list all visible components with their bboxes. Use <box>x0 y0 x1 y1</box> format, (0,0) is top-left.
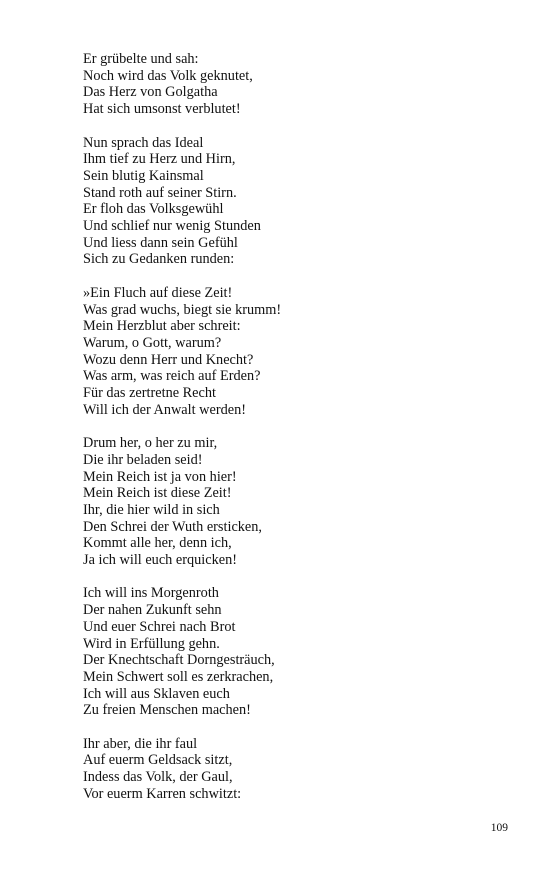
poem-line: Noch wird das Volk geknutet, <box>83 67 253 84</box>
poem-line: Der Knechtschaft Dorngesträuch, <box>83 652 275 669</box>
poem-line: Wird in Erfüllung gehn. <box>83 635 220 652</box>
poem-line: Ja ich will euch erquicken! <box>83 552 238 569</box>
poem-line: Ihm tief zu Herz und Hirn, <box>83 151 236 168</box>
stanza-2 <box>83 135 503 269</box>
poem-line: Sich zu Gedanken runden: <box>83 251 235 268</box>
page-number: 109 <box>490 822 508 834</box>
poem-line: Drum her, o her zu mir, <box>83 435 218 452</box>
stanza-3 <box>83 285 503 419</box>
poem-line: Ihr aber, die ihr faul <box>83 735 198 752</box>
poem-line: Ihr, die hier wild in sich <box>83 501 220 518</box>
poem-line: Das Herz von Golgatha <box>83 84 218 101</box>
poem-line: Und euer Schrei nach Brot <box>83 618 236 635</box>
poem-line: Für das zertretne Recht <box>83 385 216 402</box>
poem-line: Ich will ins Morgenroth <box>83 585 219 602</box>
poem-line: Auf euerm Geldsack sitzt, <box>83 752 233 769</box>
poem-line: Vor euerm Karren schwitzt: <box>83 785 242 802</box>
poem-text <box>83 51 503 819</box>
poem-line: Hat sich umsonst verblutet! <box>83 101 241 118</box>
poem-line: Wozu denn Herr und Knecht? <box>83 351 254 368</box>
poem-line: Mein Schwert soll es zerkrachen, <box>83 668 274 685</box>
poem-line: Die ihr beladen seid! <box>83 451 203 468</box>
poem-line: Zu freien Menschen machen! <box>83 702 251 719</box>
stanza-6 <box>83 736 503 803</box>
poem-line: Was grad wuchs, biegt sie krumm! <box>83 301 282 318</box>
poem-line: Und schlief nur wenig Stunden <box>83 218 261 235</box>
poem-line: Warum, o Gott, warum? <box>83 334 222 351</box>
poem-line: Indess das Volk, der Gaul, <box>83 769 233 786</box>
poem-line: Was arm, was reich auf Erden? <box>83 368 261 385</box>
stanza-5 <box>83 585 503 719</box>
poem-line: Mein Reich ist ja von hier! <box>83 468 237 485</box>
poem-line: »Ein Fluch auf diese Zeit! <box>83 284 233 301</box>
poem-line: Will ich der Anwalt werden! <box>83 401 246 418</box>
poem-line: Nun sprach das Ideal <box>83 134 204 151</box>
stanza-4 <box>83 435 503 569</box>
poem-line: Kommt alle her, denn ich, <box>83 535 232 552</box>
poem-line: Sein blutig Kainsmal <box>83 167 204 184</box>
poem-line: Der nahen Zukunft sehn <box>83 602 222 619</box>
poem-line: Ich will aus Sklaven euch <box>83 685 230 702</box>
stanza-1 <box>83 51 503 118</box>
poem-line: Mein Reich ist diese Zeit! <box>83 485 232 502</box>
poem-line: Und liess dann sein Gefühl <box>83 234 238 251</box>
poem-line: Mein Herzblut aber schreit: <box>83 318 241 335</box>
poem-line: Den Schrei der Wuth ersticken, <box>83 518 263 535</box>
poem-line: Er floh das Volksgewühl <box>83 201 224 218</box>
poem-line: Er grübelte und sah: <box>83 51 199 67</box>
poem-line: Stand roth auf seiner Stirn. <box>83 184 237 201</box>
